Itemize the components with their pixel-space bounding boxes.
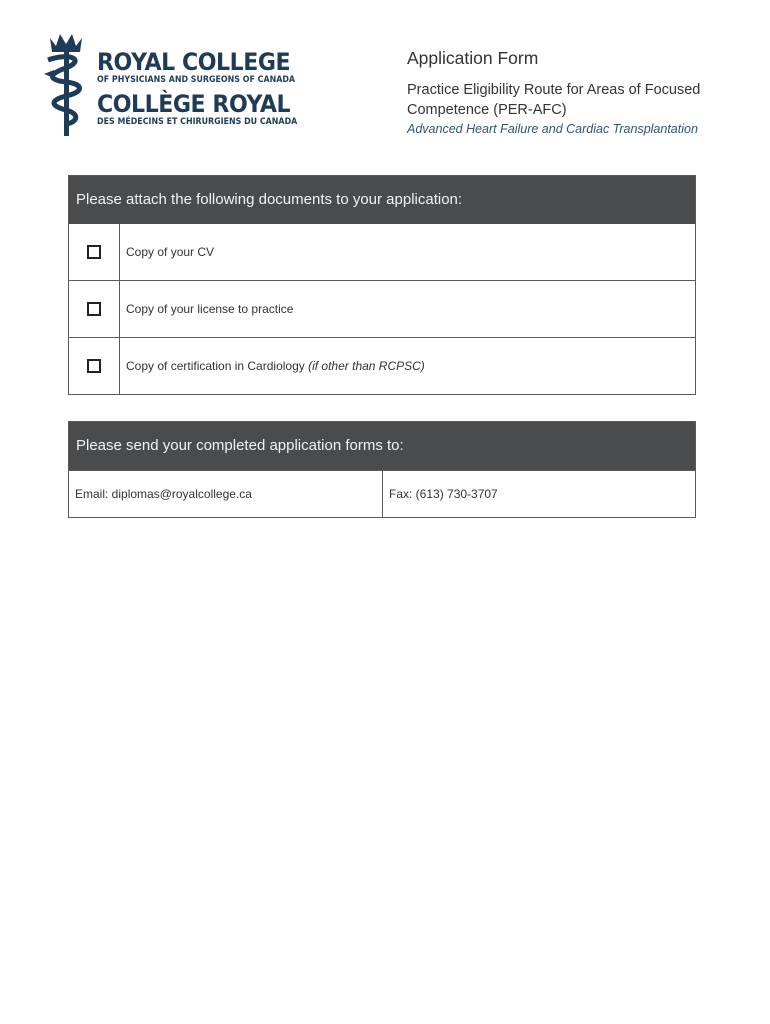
attachments-panel xyxy=(68,175,696,395)
email-cell: Email: diplomas@royalcollege.ca xyxy=(75,487,252,501)
checkbox-cell xyxy=(69,224,120,280)
attachment-row-license xyxy=(69,280,695,337)
certification-checkbox[interactable] xyxy=(87,359,101,373)
attachments-heading: Please attach the following documents to your application: xyxy=(69,176,695,224)
attachment-label xyxy=(120,224,214,280)
form-specialty: Advanced Heart Failure and Cardiac Transplantation xyxy=(407,122,698,136)
license-checkbox[interactable] xyxy=(87,302,101,316)
form-subtitle: Practice Eligibility Route for Areas of Focused Competence (PER-AFC) xyxy=(407,82,701,118)
checkbox-cell xyxy=(69,338,120,394)
form-title: Application Form xyxy=(407,48,539,68)
attachment-label xyxy=(120,338,425,394)
attachment-label-text: Copy of certification in Cardiology xyxy=(126,359,309,373)
attachment-label-note: (if other than RCPSC) xyxy=(308,359,425,373)
fax-cell: Fax: (613) 730-3707 xyxy=(382,471,695,517)
attachments-list xyxy=(69,224,695,394)
send-panel xyxy=(68,421,696,518)
checkbox-cell xyxy=(69,281,120,337)
attachment-label xyxy=(120,281,293,337)
attachment-label-text: Copy of your CV xyxy=(126,245,215,259)
caduceus-crown-icon xyxy=(40,30,92,140)
royal-college-logo xyxy=(40,30,320,140)
send-heading: Please send your completed application forms to: xyxy=(69,422,695,470)
contact-row xyxy=(69,470,695,517)
attachment-label-text: Copy of your license to practice xyxy=(126,302,294,316)
form-header xyxy=(407,48,757,136)
attachment-row-certification xyxy=(69,337,695,394)
attachment-row-cv xyxy=(69,224,695,280)
cv-checkbox[interactable] xyxy=(87,245,101,259)
logo-subtitle-fr: DES MÉDECINS ET CHIRURGIENS DU CANADA xyxy=(97,117,298,127)
logo-title-fr: COLLÈGE ROYAL xyxy=(97,90,291,118)
logo-subtitle-en: OF PHYSICIANS AND SURGEONS OF CANADA xyxy=(97,75,296,85)
logo-title-en: ROYAL COLLEGE xyxy=(97,48,291,76)
